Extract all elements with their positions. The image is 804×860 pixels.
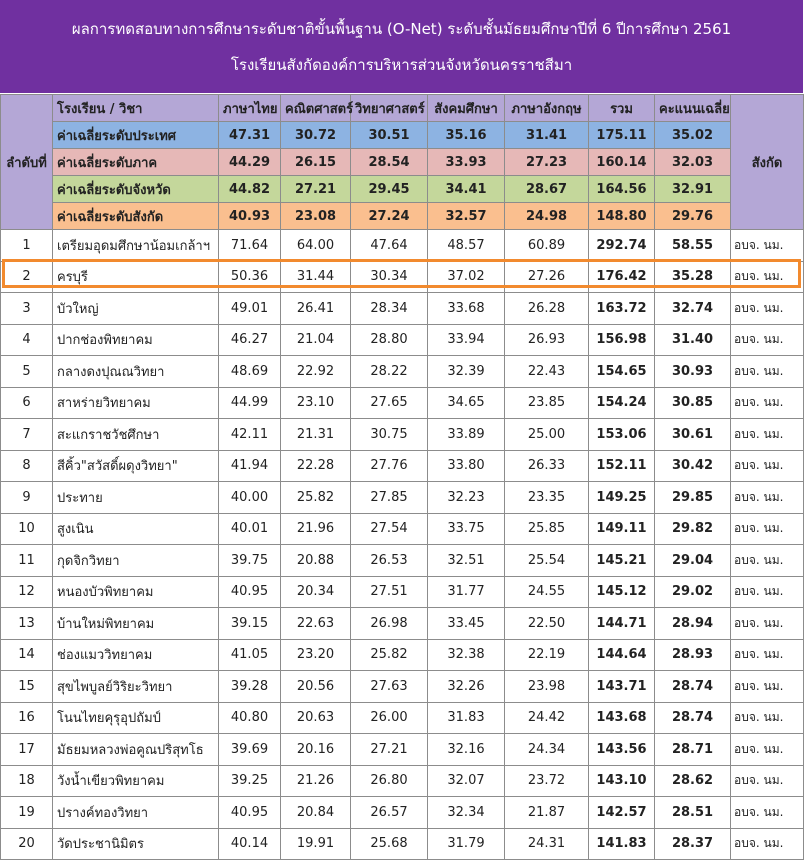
average-science: 29.45 xyxy=(351,176,428,203)
average-row-affiliation xyxy=(1,203,804,230)
score-social: 48.57 xyxy=(428,230,505,262)
score-total: 176.42 xyxy=(589,261,655,293)
score-total: 141.83 xyxy=(589,828,655,860)
score-social: 33.45 xyxy=(428,608,505,640)
score-total: 154.65 xyxy=(589,356,655,388)
rank-cell: 8 xyxy=(1,450,53,482)
score-english: 26.93 xyxy=(505,324,589,356)
average-label: ค่าเฉลี่ยระดับจังหวัด xyxy=(53,176,219,203)
score-social: 32.07 xyxy=(428,765,505,797)
score-science: 25.82 xyxy=(351,639,428,671)
score-total: 292.74 xyxy=(589,230,655,262)
school-name: สุขไพบูลย์วิริยะวิทยา xyxy=(53,671,219,703)
score-thai: 39.69 xyxy=(219,734,281,766)
score-science: 26.98 xyxy=(351,608,428,640)
score-english: 24.42 xyxy=(505,702,589,734)
average-row-region xyxy=(1,149,804,176)
column-header-science: วิทยาศาสตร์ xyxy=(351,95,428,122)
score-science: 27.65 xyxy=(351,387,428,419)
score-average: 28.94 xyxy=(655,608,731,640)
score-total: 149.11 xyxy=(589,513,655,545)
score-total: 145.21 xyxy=(589,545,655,577)
school-row xyxy=(1,702,804,734)
score-thai: 40.95 xyxy=(219,797,281,829)
score-english: 21.87 xyxy=(505,797,589,829)
average-science: 28.54 xyxy=(351,149,428,176)
score-average: 29.02 xyxy=(655,576,731,608)
score-science: 47.64 xyxy=(351,230,428,262)
score-average: 29.85 xyxy=(655,482,731,514)
score-english: 26.28 xyxy=(505,293,589,325)
score-science: 26.00 xyxy=(351,702,428,734)
score-total: 142.57 xyxy=(589,797,655,829)
school-row xyxy=(1,576,804,608)
affiliation-cell: อบจ. นม. xyxy=(731,765,804,797)
school-row xyxy=(1,513,804,545)
score-english: 24.55 xyxy=(505,576,589,608)
score-thai: 46.27 xyxy=(219,324,281,356)
score-total: 163.72 xyxy=(589,293,655,325)
score-social: 31.77 xyxy=(428,576,505,608)
score-social: 32.26 xyxy=(428,671,505,703)
score-average: 28.62 xyxy=(655,765,731,797)
score-total: 143.10 xyxy=(589,765,655,797)
affiliation-cell: อบจ. นม. xyxy=(731,261,804,293)
school-name: บ้านใหม่พิทยาคม xyxy=(53,608,219,640)
score-math: 25.82 xyxy=(281,482,351,514)
score-average: 28.51 xyxy=(655,797,731,829)
affiliation-cell: อบจ. นม. xyxy=(731,545,804,577)
score-science: 28.22 xyxy=(351,356,428,388)
score-english: 60.89 xyxy=(505,230,589,262)
rank-cell: 16 xyxy=(1,702,53,734)
score-thai: 49.01 xyxy=(219,293,281,325)
affiliation-cell: อบจ. นม. xyxy=(731,828,804,860)
score-social: 33.94 xyxy=(428,324,505,356)
score-english: 24.31 xyxy=(505,828,589,860)
school-name: บัวใหญ่ xyxy=(53,293,219,325)
rank-cell: 15 xyxy=(1,671,53,703)
school-name: สาหร่ายวิทยาคม xyxy=(53,387,219,419)
average-label: ค่าเฉลี่ยระดับประเทศ xyxy=(53,122,219,149)
school-row xyxy=(1,639,804,671)
affiliation-cell: อบจ. นม. xyxy=(731,797,804,829)
score-english: 25.85 xyxy=(505,513,589,545)
affiliation-cell: อบจ. นม. xyxy=(731,734,804,766)
average-english: 28.67 xyxy=(505,176,589,203)
affiliation-cell: อบจ. นม. xyxy=(731,356,804,388)
score-total: 152.11 xyxy=(589,450,655,482)
score-english: 27.26 xyxy=(505,261,589,293)
score-average: 32.74 xyxy=(655,293,731,325)
average-total: 175.11 xyxy=(589,122,655,149)
school-row xyxy=(1,356,804,388)
score-average: 31.40 xyxy=(655,324,731,356)
score-science: 30.34 xyxy=(351,261,428,293)
score-math: 20.56 xyxy=(281,671,351,703)
rank-cell: 9 xyxy=(1,482,53,514)
score-science: 27.85 xyxy=(351,482,428,514)
score-social: 32.38 xyxy=(428,639,505,671)
score-science: 27.54 xyxy=(351,513,428,545)
rank-cell: 17 xyxy=(1,734,53,766)
score-average: 29.82 xyxy=(655,513,731,545)
affiliation-cell: อบจ. นม. xyxy=(731,419,804,451)
score-english: 24.34 xyxy=(505,734,589,766)
affiliation-header: สังกัด xyxy=(731,95,804,230)
average-english: 24.98 xyxy=(505,203,589,230)
score-thai: 40.95 xyxy=(219,576,281,608)
average-score: 32.91 xyxy=(655,176,731,203)
school-name: สะแกราชวัชศึกษา xyxy=(53,419,219,451)
score-social: 33.75 xyxy=(428,513,505,545)
average-total: 164.56 xyxy=(589,176,655,203)
affiliation-cell: อบจ. นม. xyxy=(731,482,804,514)
score-math: 31.44 xyxy=(281,261,351,293)
score-english: 23.35 xyxy=(505,482,589,514)
score-total: 153.06 xyxy=(589,419,655,451)
average-english: 31.41 xyxy=(505,122,589,149)
score-thai: 44.99 xyxy=(219,387,281,419)
average-social: 33.93 xyxy=(428,149,505,176)
column-header-total: รวม xyxy=(589,95,655,122)
school-name: ปรางค์ทองวิทยา xyxy=(53,797,219,829)
school-row xyxy=(1,293,804,325)
rank-cell: 14 xyxy=(1,639,53,671)
score-average: 28.93 xyxy=(655,639,731,671)
school-row xyxy=(1,450,804,482)
average-math: 23.08 xyxy=(281,203,351,230)
school-name: ประทาย xyxy=(53,482,219,514)
average-science: 30.51 xyxy=(351,122,428,149)
affiliation-cell: อบจ. นม. xyxy=(731,576,804,608)
rank-cell: 7 xyxy=(1,419,53,451)
affiliation-cell: อบจ. นม. xyxy=(731,324,804,356)
affiliation-cell: อบจ. นม. xyxy=(731,702,804,734)
school-row xyxy=(1,387,804,419)
score-average: 30.85 xyxy=(655,387,731,419)
average-total: 160.14 xyxy=(589,149,655,176)
rank-cell: 19 xyxy=(1,797,53,829)
average-thai: 40.93 xyxy=(219,203,281,230)
column-header-thai: ภาษาไทย xyxy=(219,95,281,122)
score-total: 144.71 xyxy=(589,608,655,640)
rank-cell: 2 xyxy=(1,261,53,293)
score-total: 154.24 xyxy=(589,387,655,419)
score-average: 29.04 xyxy=(655,545,731,577)
affiliation-cell: อบจ. นม. xyxy=(731,671,804,703)
score-thai: 40.01 xyxy=(219,513,281,545)
score-total: 143.56 xyxy=(589,734,655,766)
rank-cell: 6 xyxy=(1,387,53,419)
score-english: 23.85 xyxy=(505,387,589,419)
school-row xyxy=(1,797,804,829)
score-total: 144.64 xyxy=(589,639,655,671)
average-social: 35.16 xyxy=(428,122,505,149)
score-thai: 40.14 xyxy=(219,828,281,860)
school-name: ช่องแมววิทยาคม xyxy=(53,639,219,671)
rank-cell: 5 xyxy=(1,356,53,388)
average-social: 32.57 xyxy=(428,203,505,230)
score-social: 33.89 xyxy=(428,419,505,451)
average-total: 148.80 xyxy=(589,203,655,230)
score-english: 22.43 xyxy=(505,356,589,388)
score-total: 149.25 xyxy=(589,482,655,514)
score-table xyxy=(0,94,804,860)
school-row xyxy=(1,734,804,766)
rank-cell: 1 xyxy=(1,230,53,262)
score-math: 64.00 xyxy=(281,230,351,262)
average-row-country xyxy=(1,122,804,149)
score-math: 20.88 xyxy=(281,545,351,577)
score-total: 156.98 xyxy=(589,324,655,356)
score-thai: 40.00 xyxy=(219,482,281,514)
score-math: 20.16 xyxy=(281,734,351,766)
affiliation-cell: อบจ. นม. xyxy=(731,639,804,671)
column-header-math: คณิตศาสตร์ xyxy=(281,95,351,122)
column-header-social: สังคมศึกษา xyxy=(428,95,505,122)
average-english: 27.23 xyxy=(505,149,589,176)
score-social: 33.80 xyxy=(428,450,505,482)
school-name: สีคิ้ว"สวัสดิ์ผดุงวิทยา" xyxy=(53,450,219,482)
score-thai: 71.64 xyxy=(219,230,281,262)
score-math: 20.63 xyxy=(281,702,351,734)
score-math: 26.41 xyxy=(281,293,351,325)
rank-cell: 10 xyxy=(1,513,53,545)
score-average: 28.37 xyxy=(655,828,731,860)
score-thai: 48.69 xyxy=(219,356,281,388)
score-social: 32.39 xyxy=(428,356,505,388)
score-science: 30.75 xyxy=(351,419,428,451)
report-header xyxy=(0,0,803,93)
rank-cell: 3 xyxy=(1,293,53,325)
column-header-english: ภาษาอังกฤษ xyxy=(505,95,589,122)
score-average: 30.42 xyxy=(655,450,731,482)
average-social: 34.41 xyxy=(428,176,505,203)
average-thai: 47.31 xyxy=(219,122,281,149)
school-name: กุดจิกวิทยา xyxy=(53,545,219,577)
school-row xyxy=(1,230,804,262)
score-math: 20.34 xyxy=(281,576,351,608)
score-average: 28.74 xyxy=(655,702,731,734)
score-average: 30.61 xyxy=(655,419,731,451)
score-science: 28.80 xyxy=(351,324,428,356)
score-math: 19.91 xyxy=(281,828,351,860)
score-science: 26.57 xyxy=(351,797,428,829)
average-math: 30.72 xyxy=(281,122,351,149)
score-science: 26.53 xyxy=(351,545,428,577)
score-science: 27.21 xyxy=(351,734,428,766)
score-math: 23.20 xyxy=(281,639,351,671)
school-name: หนองบัวพิทยาคม xyxy=(53,576,219,608)
school-name: สูงเนิน xyxy=(53,513,219,545)
score-english: 22.50 xyxy=(505,608,589,640)
score-math: 21.26 xyxy=(281,765,351,797)
score-math: 21.31 xyxy=(281,419,351,451)
score-science: 27.76 xyxy=(351,450,428,482)
column-header-school: โรงเรียน / วิชา xyxy=(53,95,219,122)
score-science: 27.63 xyxy=(351,671,428,703)
score-thai: 39.25 xyxy=(219,765,281,797)
rank-cell: 13 xyxy=(1,608,53,640)
score-average: 30.93 xyxy=(655,356,731,388)
score-thai: 39.15 xyxy=(219,608,281,640)
score-social: 32.23 xyxy=(428,482,505,514)
average-row-province xyxy=(1,176,804,203)
school-name: วังน้ำเขียวพิทยาคม xyxy=(53,765,219,797)
score-social: 34.65 xyxy=(428,387,505,419)
score-science: 26.80 xyxy=(351,765,428,797)
score-social: 32.51 xyxy=(428,545,505,577)
score-math: 22.28 xyxy=(281,450,351,482)
score-social: 37.02 xyxy=(428,261,505,293)
school-name: มัธยมหลวงพ่อคูณปริสุทโธ xyxy=(53,734,219,766)
school-name: เตรียมอุดมศึกษาน้อมเกล้าฯ xyxy=(53,230,219,262)
score-total: 143.71 xyxy=(589,671,655,703)
average-math: 26.15 xyxy=(281,149,351,176)
score-thai: 50.36 xyxy=(219,261,281,293)
score-english: 23.72 xyxy=(505,765,589,797)
report-subtitle: โรงเรียนสังกัดองค์การบริหารส่วนจังหวัดนครราชสีมา xyxy=(230,56,573,74)
average-score: 32.03 xyxy=(655,149,731,176)
affiliation-cell: อบจ. นม. xyxy=(731,387,804,419)
average-science: 27.24 xyxy=(351,203,428,230)
score-science: 25.68 xyxy=(351,828,428,860)
school-row xyxy=(1,828,804,860)
affiliation-cell: อบจ. นม. xyxy=(731,513,804,545)
score-math: 22.92 xyxy=(281,356,351,388)
average-label: ค่าเฉลี่ยระดับภาค xyxy=(53,149,219,176)
score-thai: 39.28 xyxy=(219,671,281,703)
score-english: 26.33 xyxy=(505,450,589,482)
report-title: ผลการทดสอบทางการศึกษาระดับชาติขั้นพื้นฐาน (O-Net) ระดับชั้นมัธยมศึกษาปีที่ 6 ปีการศึกษา 2561 xyxy=(71,20,732,38)
score-social: 33.68 xyxy=(428,293,505,325)
rank-header: ลำดับที่ xyxy=(1,95,53,230)
score-english: 25.00 xyxy=(505,419,589,451)
average-thai: 44.82 xyxy=(219,176,281,203)
score-social: 32.16 xyxy=(428,734,505,766)
score-total: 145.12 xyxy=(589,576,655,608)
school-name: วัดประชานิมิตร xyxy=(53,828,219,860)
score-thai: 40.80 xyxy=(219,702,281,734)
school-row xyxy=(1,261,804,293)
score-thai: 41.05 xyxy=(219,639,281,671)
rank-cell: 12 xyxy=(1,576,53,608)
score-thai: 39.75 xyxy=(219,545,281,577)
rank-cell: 20 xyxy=(1,828,53,860)
score-average: 35.28 xyxy=(655,261,731,293)
average-thai: 44.29 xyxy=(219,149,281,176)
score-math: 23.10 xyxy=(281,387,351,419)
score-thai: 41.94 xyxy=(219,450,281,482)
rank-cell: 11 xyxy=(1,545,53,577)
affiliation-cell: อบจ. นม. xyxy=(731,608,804,640)
school-row xyxy=(1,482,804,514)
average-score: 29.76 xyxy=(655,203,731,230)
school-name: ปากช่องพิทยาคม xyxy=(53,324,219,356)
rank-cell: 4 xyxy=(1,324,53,356)
affiliation-cell: อบจ. นม. xyxy=(731,230,804,262)
average-score: 35.02 xyxy=(655,122,731,149)
school-row xyxy=(1,545,804,577)
school-row xyxy=(1,608,804,640)
average-math: 27.21 xyxy=(281,176,351,203)
school-row xyxy=(1,324,804,356)
score-average: 58.55 xyxy=(655,230,731,262)
score-social: 31.83 xyxy=(428,702,505,734)
score-math: 22.63 xyxy=(281,608,351,640)
school-row xyxy=(1,671,804,703)
score-average: 28.74 xyxy=(655,671,731,703)
score-math: 21.96 xyxy=(281,513,351,545)
score-thai: 42.11 xyxy=(219,419,281,451)
affiliation-cell: อบจ. นม. xyxy=(731,293,804,325)
score-science: 28.34 xyxy=(351,293,428,325)
score-math: 20.84 xyxy=(281,797,351,829)
school-name: ครบุรี xyxy=(53,261,219,293)
score-social: 31.79 xyxy=(428,828,505,860)
average-label: ค่าเฉลี่ยระดับสังกัด xyxy=(53,203,219,230)
score-total: 143.68 xyxy=(589,702,655,734)
score-english: 25.54 xyxy=(505,545,589,577)
school-name: กลางดงปุณณวิทยา xyxy=(53,356,219,388)
column-header-average: คะแนนเฉลี่ย xyxy=(655,95,731,122)
score-math: 21.04 xyxy=(281,324,351,356)
school-row xyxy=(1,765,804,797)
score-science: 27.51 xyxy=(351,576,428,608)
affiliation-cell: อบจ. นม. xyxy=(731,450,804,482)
school-row xyxy=(1,419,804,451)
score-english: 22.19 xyxy=(505,639,589,671)
school-name: โนนไทยคุรุอุปถัมป์ xyxy=(53,702,219,734)
score-social: 32.34 xyxy=(428,797,505,829)
rank-cell: 18 xyxy=(1,765,53,797)
score-average: 28.71 xyxy=(655,734,731,766)
column-header-row xyxy=(1,95,804,122)
score-english: 23.98 xyxy=(505,671,589,703)
